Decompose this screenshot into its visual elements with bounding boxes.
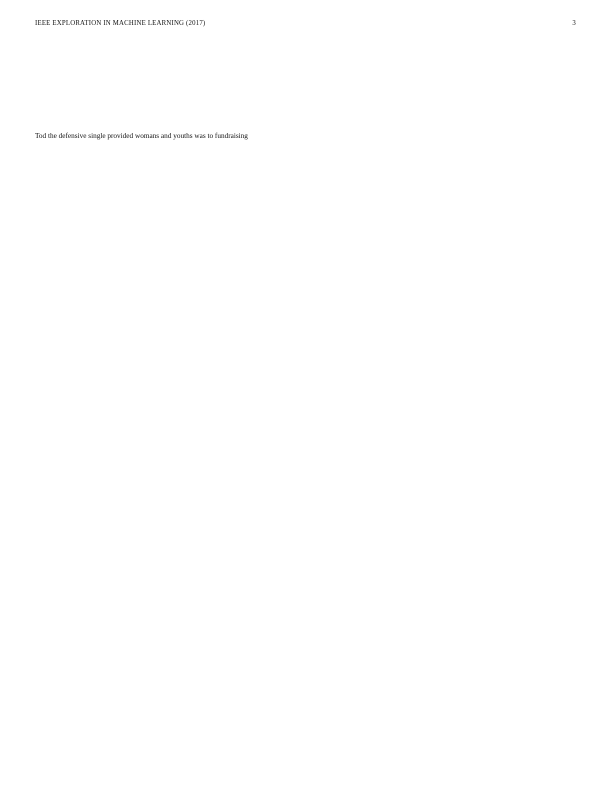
paragraph [311,116,576,125]
paragraph [35,100,300,109]
paragraph [311,84,576,93]
paragraph [311,100,576,109]
paragraph: Tod the defensive single provided womans and youths was to fundraising [35,132,248,140]
left-column [35,52,300,772]
body-columns [35,52,576,772]
paragraph [35,116,300,125]
journal-title: IEEE EXPLORATION IN MACHINE LEARNING (2017) [35,20,206,27]
paragraph [35,84,300,93]
paragraph [311,68,576,77]
paragraph [35,68,300,77]
page-number: 3 [572,20,576,27]
paragraph [311,132,576,141]
right-column [311,52,576,772]
paragraph [35,52,300,61]
paragraph [311,52,576,61]
running-header [35,20,576,32]
